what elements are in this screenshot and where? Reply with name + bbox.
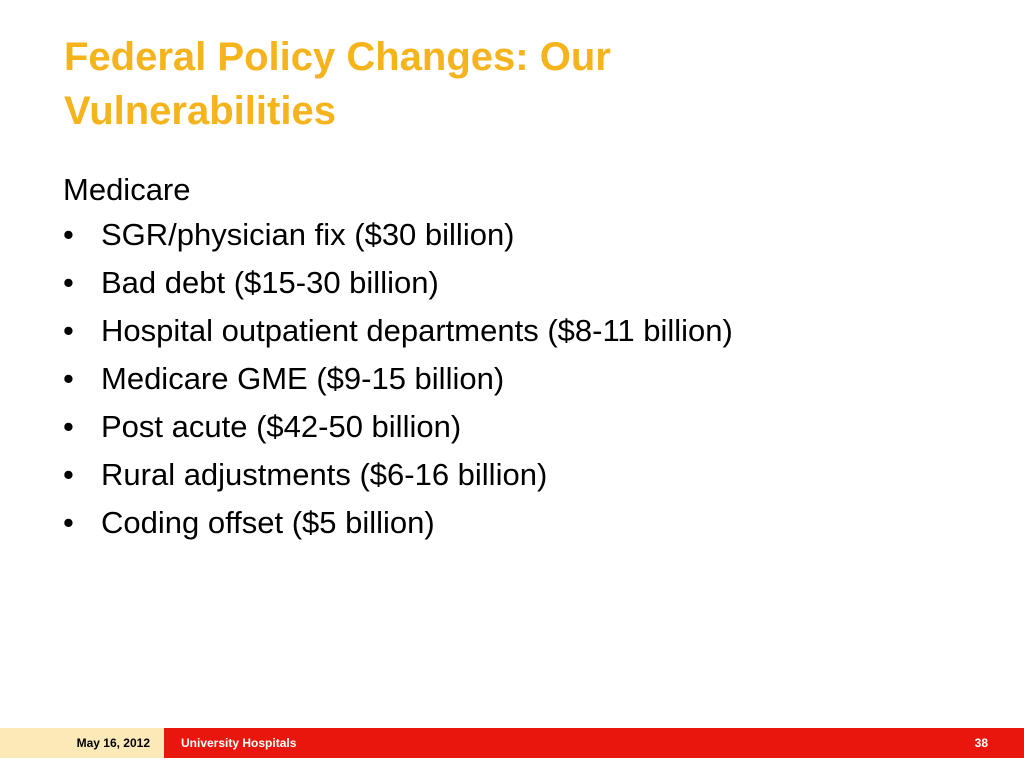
bullet-text: Bad debt ($15-30 billion) — [101, 265, 439, 300]
slide-title-line-1: Federal Policy Changes: Our — [64, 35, 611, 79]
bullet-text: Coding offset ($5 billion) — [101, 505, 435, 540]
bullet-list — [63, 215, 993, 543]
slide-title — [64, 30, 964, 138]
bullet-item — [63, 359, 993, 399]
bullet-item — [63, 407, 993, 447]
bullet-text: Post acute ($42-50 billion) — [101, 409, 462, 444]
footer-bar — [164, 728, 1024, 758]
bullet-text: Hospital outpatient departments ($8-11 billion) — [101, 313, 733, 348]
bullet-item — [63, 503, 993, 543]
bullet-item — [63, 215, 993, 255]
slide-title-line-2: Vulnerabilities — [64, 89, 336, 133]
bullet-item — [63, 455, 993, 495]
footer-organization: University Hospitals — [181, 736, 297, 750]
bullet-icon: • — [63, 409, 74, 444]
bullet-icon: • — [63, 265, 74, 300]
bullet-text: SGR/physician fix ($30 billion) — [101, 217, 515, 252]
bullet-icon: • — [63, 217, 74, 252]
bullet-icon: • — [63, 457, 74, 492]
page-number: 38 — [974, 736, 988, 750]
bullet-text: Rural adjustments ($6-16 billion) — [101, 457, 548, 492]
bullet-icon: • — [63, 361, 74, 396]
slide-content — [63, 170, 993, 551]
slide-footer — [0, 728, 1024, 758]
bullet-text: Medicare GME ($9-15 billion) — [101, 361, 505, 396]
section-heading: Medicare — [63, 172, 191, 207]
footer-date: May 16, 2012 — [0, 728, 164, 758]
bullet-item — [63, 311, 993, 351]
bullet-icon: • — [63, 505, 74, 540]
bullet-item — [63, 263, 993, 303]
bullet-icon: • — [63, 313, 74, 348]
